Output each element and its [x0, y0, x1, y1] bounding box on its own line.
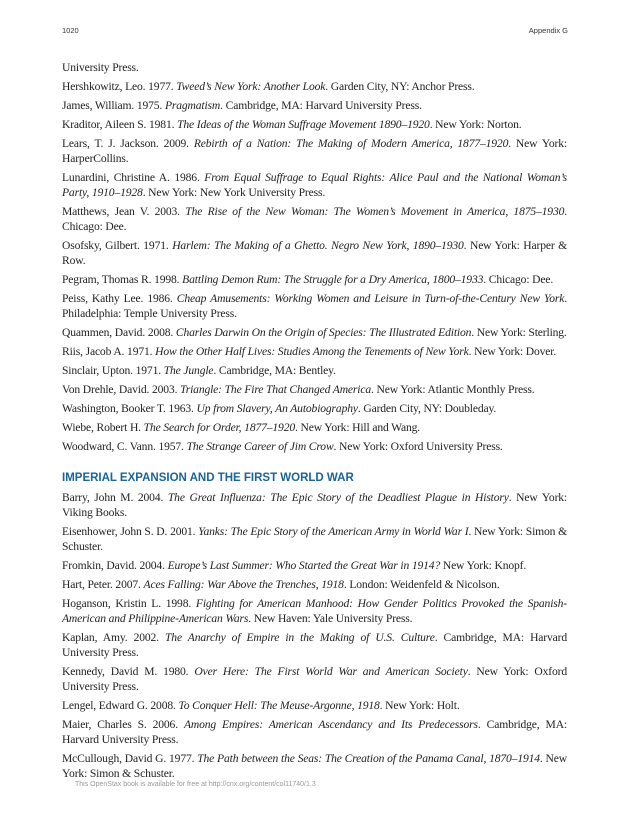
- bibliography-entry: [62, 490, 567, 520]
- entry-title: Europe’s Last Summer: Who Started the Great War in 1914?: [167, 559, 441, 572]
- bibliography-entry: [62, 420, 567, 435]
- bibliography-entry: [62, 291, 567, 321]
- entry-author-year: Washington, Booker T. 1963.: [62, 402, 197, 415]
- entry-title: Up from Slavery, An Autobiography: [196, 402, 358, 415]
- entry-publisher: New York: Knopf.: [440, 559, 527, 572]
- entry-title: The Great Influenza: The Epic Story of the Deadliest Plague in History: [167, 491, 509, 504]
- entry-publisher: . New York: Oxford University Press.: [333, 440, 503, 453]
- entry-title: Fighting for American Manhood: How Gender Politics Provoked the Spanish-American and Philippine-American Wars: [62, 597, 567, 625]
- bibliography-entry: [62, 751, 567, 781]
- entry-title: Harlem: The Making of a Ghetto. Negro New York, 1890–1930: [172, 239, 464, 252]
- entry-publisher: . Philadelphia: Temple University Press.: [62, 292, 567, 320]
- entry-title: Rebirth of a Nation: The Making of Modern America, 1877–1920: [193, 137, 509, 150]
- bibliography-entry: [62, 170, 567, 200]
- entry-publisher: . New York: HarperCollins.: [62, 137, 567, 165]
- entry-author-year: Kennedy, David M. 1980.: [62, 665, 195, 678]
- entry-author-year: Von Drehle, David. 2003.: [62, 383, 181, 396]
- bibliography-entry: [62, 325, 567, 340]
- entry-title: How the Other Half Lives: Studies Among the Tenements of New York: [155, 345, 469, 358]
- entry-title: Triangle: The Fire That Changed America: [180, 383, 371, 396]
- entry-title: The Ideas of the Woman Suffrage Movement 1890–1920: [177, 118, 430, 131]
- entry-author-year: Matthews, Jean V. 2003.: [62, 205, 186, 218]
- entry-title: The Path between the Seas: The Creation of the Panama Canal, 1870–1914: [197, 752, 540, 765]
- entry-publisher: . New York: Oxford University Press.: [62, 665, 567, 693]
- bibliography-entry: [62, 401, 567, 416]
- entry-title: The Strange Career of Jim Crow: [186, 440, 334, 453]
- entry-author-year: Wiebe, Robert H.: [62, 421, 144, 434]
- entry-title: To Conquer Hell: The Meuse-Argonne, 1918: [178, 699, 380, 712]
- bibliography-entry: [62, 577, 567, 592]
- entry-publisher: . New York: Norton.: [429, 118, 522, 131]
- entry-publisher: . London: Weidenfeld & Nicolson.: [343, 578, 500, 591]
- entry-publisher: . New York: Holt.: [379, 699, 460, 712]
- footer-notice: This OpenStax book is available for free at http://cnx.org/content/col11740/1.3: [75, 781, 316, 788]
- entry-publisher: . Cambridge, MA: Harvard University Press.: [62, 631, 567, 659]
- entry-author-year: Hershkowitz, Leo. 1977.: [62, 80, 177, 93]
- entry-publisher: . New Haven: Yale University Press.: [248, 612, 413, 625]
- entry-title: Tweed’s New York: Another Look: [176, 80, 326, 93]
- entry-publisher: . Garden City, NY: Doubleday.: [357, 402, 497, 415]
- entry-author-year: James, William. 1975.: [62, 99, 165, 112]
- entry-title: Among Empires: American Ascendancy and Its Predecessors: [183, 718, 478, 731]
- bibliography-entry: [62, 272, 567, 287]
- entry-author-year: Maier, Charles S. 2006.: [62, 718, 184, 731]
- entry-title: The Search for Order, 1877–1920: [143, 421, 295, 434]
- entry-title: Yanks: The Epic Story of the American Army in World War I: [198, 525, 469, 538]
- running-head: Appendix G: [528, 26, 568, 35]
- entry-author-year: Hart, Peter. 2007.: [62, 578, 144, 591]
- entry-publisher: . New York: Sterling.: [471, 326, 567, 339]
- entry-publisher: . Cambridge, MA: Harvard University Press.: [62, 718, 567, 746]
- entry-publisher: . New York: Hill and Wang.: [295, 421, 421, 434]
- section-heading: IMPERIAL EXPANSION AND THE FIRST WORLD WAR: [62, 472, 354, 484]
- entry-publisher: . New York: Atlantic Monthly Press.: [371, 383, 535, 396]
- bibliography-entry: [62, 596, 567, 626]
- bibliography-entry: [62, 717, 567, 747]
- bibliography-entry: [62, 136, 567, 166]
- entry-title: Pragmatism: [164, 99, 221, 112]
- entry-author-year: Lears, T. J. Jackson. 2009.: [62, 137, 194, 150]
- entry-publisher: . New York: Simon & Schuster.: [62, 525, 567, 553]
- entry-author-year: Kaplan, Amy. 2002.: [62, 631, 165, 644]
- entry-author-year: Osofsky, Gilbert. 1971.: [62, 239, 173, 252]
- bibliography-entry: [62, 79, 567, 94]
- bibliography-entry: [62, 630, 567, 660]
- entry-author-year: Sinclair, Upton. 1971.: [62, 364, 164, 377]
- entry-title: From Equal Suffrage to Equal Rights: Alice Paul and the National Woman’s Party, 1910–1928: [62, 171, 567, 199]
- entry-author-year: McCullough, David G. 1977.: [62, 752, 198, 765]
- entry-title: The Rise of the New Woman: The Women’s Movement in America, 1875–1930: [185, 205, 565, 218]
- entry-author-year: Fromkin, David. 2004.: [62, 559, 168, 572]
- entry-publisher: . New York: New York University Press.: [142, 186, 326, 199]
- bibliography-entry: [62, 344, 567, 359]
- entry-author-year: Eisenhower, John S. D. 2001.: [62, 525, 199, 538]
- entry-publisher: . Chicago: Dee.: [62, 205, 567, 233]
- entry-author-year: Peiss, Kathy Lee. 1986.: [62, 292, 177, 305]
- entry-title: The Anarchy of Empire in the Making of U.S. Culture: [165, 631, 435, 644]
- bibliography-entry: [62, 439, 567, 454]
- entry-author-year: Pegram, Thomas R. 1998.: [62, 273, 183, 286]
- bibliography-entry: [62, 698, 567, 713]
- entry-publisher: . Garden City, NY: Anchor Press.: [325, 80, 475, 93]
- entry-author-year: Barry, John M. 2004.: [62, 491, 168, 504]
- entry-author-year: Lunardini, Christine A. 1986.: [62, 171, 205, 184]
- bibliography-entry: [62, 117, 567, 132]
- entry-publisher: . Cambridge, MA: Harvard University Press.: [220, 99, 422, 112]
- entry-publisher: . New York: Viking Books.: [62, 491, 567, 519]
- entry-author-year: Quammen, David. 2008.: [62, 326, 176, 339]
- entry-publisher: . New York: Dover.: [468, 345, 557, 358]
- bibliography-entry: [62, 238, 567, 268]
- bibliography-entry: [62, 363, 567, 378]
- bibliography-list-part2: [62, 490, 567, 781]
- bibliography-entry: [62, 382, 567, 397]
- entry-title: Over Here: The First World War and American Society: [194, 665, 468, 678]
- entry-title: Cheap Amusements: Working Women and Leisure in Turn-of-the-Century New York: [176, 292, 565, 305]
- entry-publisher: . New York: Simon & Schuster.: [62, 752, 567, 780]
- page-header: [62, 26, 568, 38]
- page-number: 1020: [62, 26, 79, 35]
- entry-author-year: Riis, Jacob A. 1971.: [62, 345, 156, 358]
- bibliography-entry: [62, 664, 567, 694]
- entry-publisher: . Cambridge, MA: Bentley.: [213, 364, 336, 377]
- bibliography: [62, 60, 567, 785]
- continuation-text: University Press.: [62, 61, 139, 74]
- entry-publisher: . New York: Harper & Row.: [62, 239, 567, 267]
- entry-title: Charles Darwin On the Origin of Species: The Illustrated Edition: [175, 326, 472, 339]
- entry-author-year: Kraditor, Aileen S. 1981.: [62, 118, 178, 131]
- entry-title: Battling Demon Rum: The Struggle for a Dry America, 1800–1933: [182, 273, 484, 286]
- bibliography-list-part1: [62, 79, 567, 454]
- entry-author-year: Hoganson, Kristin L. 1998.: [62, 597, 196, 610]
- entry-title: Aces Falling: War Above the Trenches, 1918: [143, 578, 344, 591]
- bibliography-entry: [62, 558, 567, 573]
- entry-title: The Jungle: [163, 364, 214, 377]
- entry-author-year: Lengel, Edward G. 2008.: [62, 699, 179, 712]
- entry-publisher: . Chicago: Dee.: [483, 273, 554, 286]
- bibliography-entry: [62, 98, 567, 113]
- bibliography-entry: [62, 524, 567, 554]
- bibliography-entry: [62, 204, 567, 234]
- entry-author-year: Woodward, C. Vann. 1957.: [62, 440, 187, 453]
